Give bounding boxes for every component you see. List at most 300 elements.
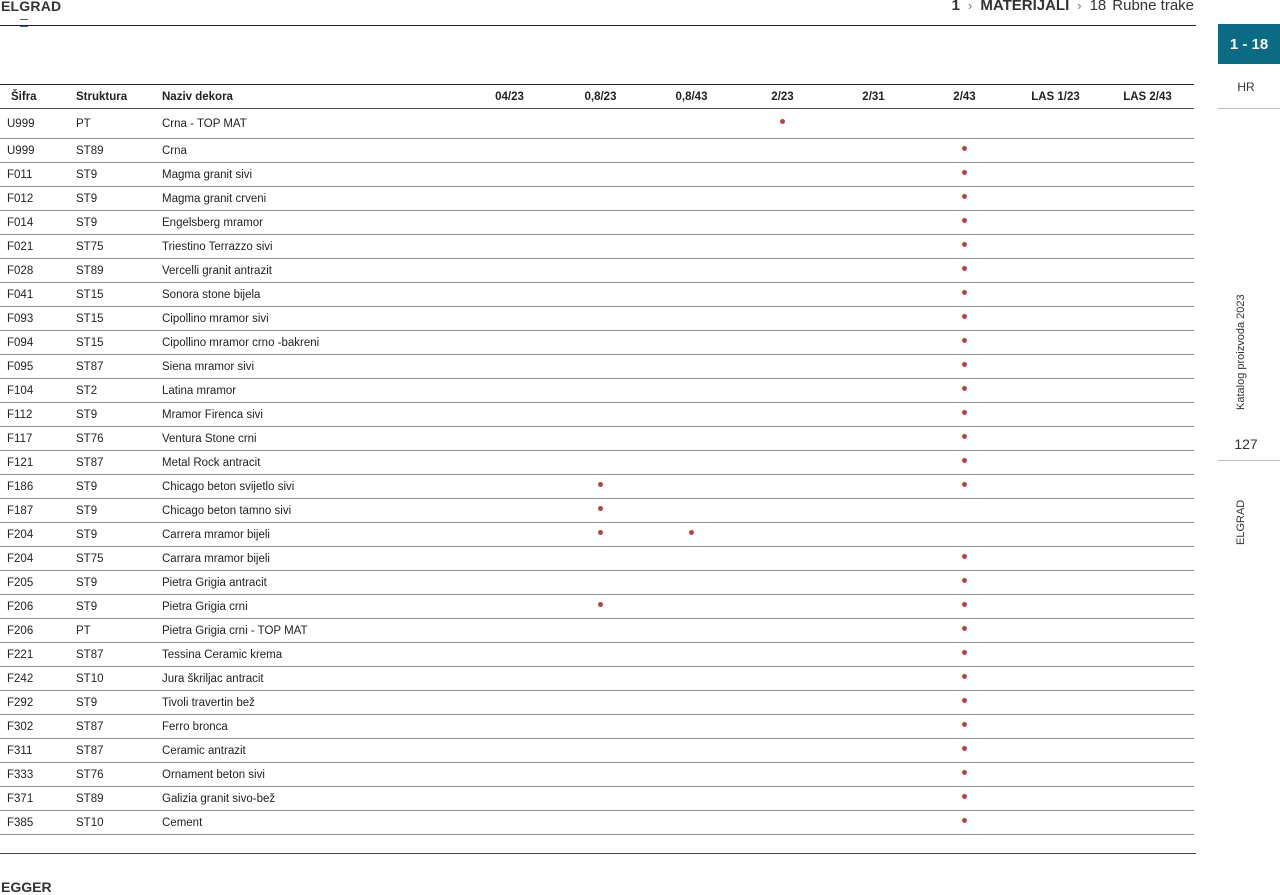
availability-cell (1010, 235, 1101, 259)
availability-cell (828, 379, 919, 403)
decor-code-cell: F117 (0, 427, 76, 451)
availability-cell (1101, 739, 1194, 763)
decor-name-cell: Chicago beton tamno sivi (162, 499, 464, 523)
availability-cell (828, 163, 919, 187)
availability-cell (919, 571, 1010, 595)
availability-cell (828, 691, 919, 715)
availability-cell (1101, 187, 1194, 211)
decor-name-cell: Magma granit sivi (162, 163, 464, 187)
structure-cell: ST10 (76, 811, 162, 835)
availability-cell (737, 739, 828, 763)
structure-cell: ST9 (76, 691, 162, 715)
availability-cell (555, 283, 646, 307)
decor-name-cell: Crna (162, 139, 464, 163)
availability-cell (555, 379, 646, 403)
availability-cell (1010, 739, 1101, 763)
availability-cell (646, 307, 737, 331)
availability-cell (919, 331, 1010, 355)
availability-dot-icon (962, 722, 967, 727)
availability-cell (828, 109, 919, 139)
page-number: 127 (1234, 436, 1258, 452)
chevron-right-icon: › (1077, 0, 1082, 13)
availability-cell (737, 547, 828, 571)
availability-cell (555, 451, 646, 475)
availability-cell (919, 403, 1010, 427)
availability-cell (828, 427, 919, 451)
availability-cell (464, 283, 555, 307)
availability-cell (646, 403, 737, 427)
availability-cell (555, 811, 646, 835)
structure-cell: ST15 (76, 283, 162, 307)
availability-cell (737, 595, 828, 619)
structure-cell: ST9 (76, 523, 162, 547)
decor-code-cell: F041 (0, 283, 76, 307)
availability-cell (919, 427, 1010, 451)
availability-cell (737, 523, 828, 547)
availability-cell (919, 763, 1010, 787)
availability-cell (919, 523, 1010, 547)
availability-cell (464, 811, 555, 835)
table-row (0, 139, 1194, 163)
table-row (0, 235, 1194, 259)
structure-cell: ST9 (76, 187, 162, 211)
availability-cell (464, 763, 555, 787)
language-label[interactable]: HR (1237, 80, 1255, 94)
table-row (0, 211, 1194, 235)
availability-cell (646, 499, 737, 523)
structure-cell: ST9 (76, 499, 162, 523)
availability-cell (919, 691, 1010, 715)
breadcrumb-section-number: 18 (1089, 0, 1107, 14)
availability-cell (1010, 109, 1101, 139)
availability-cell (1010, 307, 1101, 331)
availability-cell (1010, 619, 1101, 643)
availability-cell (919, 595, 1010, 619)
availability-dot-icon (962, 410, 967, 415)
availability-cell (737, 787, 828, 811)
table-row (0, 259, 1194, 283)
table-row (0, 547, 1194, 571)
decor-code-cell: F014 (0, 211, 76, 235)
availability-cell (464, 667, 555, 691)
availability-dot-icon (962, 170, 967, 175)
availability-cell (828, 643, 919, 667)
structure-cell: ST87 (76, 643, 162, 667)
availability-dot-icon (689, 530, 694, 535)
decor-code-cell: F204 (0, 547, 76, 571)
availability-cell (828, 667, 919, 691)
decor-code-cell: F242 (0, 667, 76, 691)
availability-cell (555, 595, 646, 619)
availability-cell (828, 547, 919, 571)
availability-cell (646, 571, 737, 595)
availability-cell (555, 163, 646, 187)
availability-dot-icon (962, 386, 967, 391)
availability-cell (737, 811, 828, 835)
availability-cell (555, 331, 646, 355)
availability-cell (646, 187, 737, 211)
decor-code-cell: F011 (0, 163, 76, 187)
availability-cell (1010, 763, 1101, 787)
table-row (0, 451, 1194, 475)
availability-dot-icon (962, 266, 967, 271)
availability-cell (1101, 691, 1194, 715)
availability-cell (919, 187, 1010, 211)
structure-cell: ST9 (76, 211, 162, 235)
availability-cell (646, 547, 737, 571)
availability-cell (555, 643, 646, 667)
availability-cell (828, 595, 919, 619)
decor-name-cell: Pietra Grigia crni (162, 595, 464, 619)
availability-cell (1010, 691, 1101, 715)
availability-cell (1010, 475, 1101, 499)
availability-cell (1101, 403, 1194, 427)
section-badge[interactable]: 1 - 18 (1218, 24, 1280, 64)
availability-cell (737, 109, 828, 139)
availability-cell (464, 139, 555, 163)
availability-cell (1101, 163, 1194, 187)
availability-cell (1101, 523, 1194, 547)
structure-cell: ST2 (76, 379, 162, 403)
availability-dot-icon (962, 770, 967, 775)
table-row (0, 163, 1194, 187)
availability-dot-icon (962, 554, 967, 559)
table-header-row (0, 85, 1194, 109)
decor-name-cell: Triestino Terrazzo sivi (162, 235, 464, 259)
availability-cell (646, 211, 737, 235)
availability-cell (828, 787, 919, 811)
availability-cell (1010, 499, 1101, 523)
availability-cell (1010, 379, 1101, 403)
availability-cell (646, 355, 737, 379)
table-row (0, 811, 1194, 835)
availability-cell (1010, 451, 1101, 475)
availability-cell (464, 787, 555, 811)
decor-code-cell: F012 (0, 187, 76, 211)
availability-cell (646, 451, 737, 475)
availability-dot-icon (598, 506, 603, 511)
availability-cell (555, 211, 646, 235)
availability-cell (1010, 427, 1101, 451)
availability-cell (555, 523, 646, 547)
availability-dot-icon (962, 626, 967, 631)
availability-cell (1010, 187, 1101, 211)
availability-cell (1010, 595, 1101, 619)
availability-cell (555, 691, 646, 715)
column-header: Naziv dekora (162, 85, 464, 109)
availability-dot-icon (962, 362, 967, 367)
availability-cell (919, 163, 1010, 187)
table-row (0, 667, 1194, 691)
decor-code-cell: F302 (0, 715, 76, 739)
availability-cell (1010, 211, 1101, 235)
availability-cell (737, 139, 828, 163)
availability-cell (646, 619, 737, 643)
decor-name-cell: Ceramic antrazit (162, 739, 464, 763)
decor-name-cell: Mramor Firenca sivi (162, 403, 464, 427)
availability-dot-icon (962, 650, 967, 655)
structure-cell: ST76 (76, 427, 162, 451)
brand-logo-top: ELGRAD (1, 0, 62, 14)
table-row (0, 499, 1194, 523)
availability-dot-icon (962, 578, 967, 583)
availability-cell (646, 139, 737, 163)
sidebar-divider (1218, 460, 1280, 461)
column-header: Struktura (76, 85, 162, 109)
availability-dot-icon (598, 482, 603, 487)
structure-cell: ST76 (76, 763, 162, 787)
breadcrumb (952, 0, 1194, 14)
availability-cell (464, 259, 555, 283)
availability-cell (737, 571, 828, 595)
availability-cell (919, 139, 1010, 163)
availability-cell (737, 475, 828, 499)
structure-cell: ST89 (76, 139, 162, 163)
column-header: 04/23 (464, 85, 555, 109)
availability-cell (464, 523, 555, 547)
decor-name-cell: Cement (162, 811, 464, 835)
availability-cell (464, 475, 555, 499)
column-header: 0,8/23 (555, 85, 646, 109)
decor-code-cell: F333 (0, 763, 76, 787)
structure-cell: ST87 (76, 739, 162, 763)
availability-cell (646, 235, 737, 259)
decor-name-cell: Latina mramor (162, 379, 464, 403)
availability-cell (919, 619, 1010, 643)
availability-cell (828, 451, 919, 475)
availability-dot-icon (962, 746, 967, 751)
structure-cell: ST75 (76, 547, 162, 571)
decor-code-cell: F206 (0, 619, 76, 643)
breadcrumb-chapter[interactable]: MATERIJALI (980, 0, 1070, 14)
availability-cell (828, 307, 919, 331)
availability-cell (1010, 811, 1101, 835)
table-row (0, 643, 1194, 667)
availability-cell (1010, 523, 1101, 547)
availability-cell (828, 331, 919, 355)
decor-code-cell: F221 (0, 643, 76, 667)
decor-code-cell: F311 (0, 739, 76, 763)
availability-dot-icon (962, 314, 967, 319)
decor-name-cell: Engelsberg mramor (162, 211, 464, 235)
availability-cell (464, 187, 555, 211)
availability-dot-icon (962, 674, 967, 679)
decor-name-cell: Ornament beton sivi (162, 763, 464, 787)
availability-cell (1101, 811, 1194, 835)
availability-cell (1101, 571, 1194, 595)
table-row (0, 787, 1194, 811)
availability-cell (464, 451, 555, 475)
availability-cell (464, 331, 555, 355)
breadcrumb-chapter-number[interactable]: 1 (951, 0, 961, 14)
availability-dot-icon (962, 242, 967, 247)
availability-cell (464, 211, 555, 235)
availability-cell (555, 763, 646, 787)
availability-cell (1010, 571, 1101, 595)
availability-cell (1101, 355, 1194, 379)
table-row (0, 403, 1194, 427)
availability-cell (555, 787, 646, 811)
decor-name-cell: Sonora stone bijela (162, 283, 464, 307)
availability-cell (555, 235, 646, 259)
availability-cell (919, 451, 1010, 475)
decor-name-cell: Tivoli travertin bež (162, 691, 464, 715)
availability-cell (464, 109, 555, 139)
availability-cell (1010, 547, 1101, 571)
availability-cell (828, 139, 919, 163)
availability-cell (828, 715, 919, 739)
availability-cell (464, 403, 555, 427)
decor-code-cell: F021 (0, 235, 76, 259)
availability-cell (555, 427, 646, 451)
table-row (0, 619, 1194, 643)
availability-cell (919, 109, 1010, 139)
availability-cell (1010, 403, 1101, 427)
availability-dot-icon (962, 698, 967, 703)
decor-name-cell: Carrera mramor bijeli (162, 523, 464, 547)
availability-cell (555, 187, 646, 211)
chevron-right-icon: › (968, 0, 973, 13)
availability-cell (555, 739, 646, 763)
availability-cell (646, 667, 737, 691)
availability-dot-icon (598, 530, 603, 535)
table-row (0, 523, 1194, 547)
column-header: LAS 2/43 (1101, 85, 1194, 109)
availability-dot-icon (962, 434, 967, 439)
availability-cell (464, 715, 555, 739)
structure-cell: ST9 (76, 595, 162, 619)
availability-cell (1101, 475, 1194, 499)
column-header: 2/23 (737, 85, 828, 109)
availability-cell (737, 499, 828, 523)
availability-cell (737, 427, 828, 451)
table-row (0, 109, 1194, 139)
availability-cell (737, 163, 828, 187)
availability-cell (555, 667, 646, 691)
availability-cell (828, 187, 919, 211)
column-header: 0,8/43 (646, 85, 737, 109)
availability-cell (1101, 451, 1194, 475)
structure-cell: ST89 (76, 259, 162, 283)
availability-cell (919, 355, 1010, 379)
availability-cell (1101, 763, 1194, 787)
availability-cell (919, 547, 1010, 571)
decor-code-cell: U999 (0, 139, 76, 163)
availability-cell (555, 619, 646, 643)
availability-cell (646, 715, 737, 739)
availability-cell (646, 523, 737, 547)
availability-dot-icon (962, 290, 967, 295)
availability-cell (919, 475, 1010, 499)
decor-code-cell: F112 (0, 403, 76, 427)
decor-code-cell: F094 (0, 331, 76, 355)
availability-cell (646, 427, 737, 451)
decor-name-cell: Magma granit crveni (162, 187, 464, 211)
availability-cell (919, 499, 1010, 523)
decor-name-cell: Vercelli granit antrazit (162, 259, 464, 283)
table-row (0, 427, 1194, 451)
availability-cell (737, 715, 828, 739)
availability-cell (919, 307, 1010, 331)
availability-dot-icon (962, 818, 967, 823)
availability-cell (737, 235, 828, 259)
availability-cell (1101, 667, 1194, 691)
availability-cell (1101, 307, 1194, 331)
table-row (0, 283, 1194, 307)
decor-name-cell: Cipollino mramor sivi (162, 307, 464, 331)
availability-cell (1101, 283, 1194, 307)
decor-code-cell: F095 (0, 355, 76, 379)
availability-cell (737, 187, 828, 211)
availability-cell (828, 403, 919, 427)
availability-cell (737, 667, 828, 691)
sidebar-divider (1218, 108, 1280, 109)
decor-name-cell: Pietra Grigia crni - TOP MAT (162, 619, 464, 643)
table-row (0, 475, 1194, 499)
availability-dot-icon (962, 218, 967, 223)
availability-cell (555, 475, 646, 499)
table-row (0, 355, 1194, 379)
column-header: 2/31 (828, 85, 919, 109)
availability-cell (737, 331, 828, 355)
availability-cell (464, 355, 555, 379)
availability-cell (555, 571, 646, 595)
availability-cell (646, 331, 737, 355)
structure-cell: ST75 (76, 235, 162, 259)
structure-cell: PT (76, 109, 162, 139)
decor-name-cell: Metal Rock antracit (162, 451, 464, 475)
availability-cell (1010, 643, 1101, 667)
availability-cell (646, 475, 737, 499)
availability-cell (828, 211, 919, 235)
availability-cell (1101, 331, 1194, 355)
availability-cell (1010, 355, 1101, 379)
availability-cell (1101, 715, 1194, 739)
structure-cell: ST9 (76, 163, 162, 187)
column-header: 2/43 (919, 85, 1010, 109)
availability-cell (828, 355, 919, 379)
table-row (0, 307, 1194, 331)
availability-cell (464, 163, 555, 187)
availability-cell (737, 691, 828, 715)
availability-cell (646, 109, 737, 139)
table-row (0, 379, 1194, 403)
decor-code-cell: F028 (0, 259, 76, 283)
decor-code-cell: F206 (0, 595, 76, 619)
decor-name-cell: Ferro bronca (162, 715, 464, 739)
availability-cell (555, 499, 646, 523)
decor-name-cell: Carrara mramor bijeli (162, 547, 464, 571)
availability-cell (646, 379, 737, 403)
availability-cell (919, 811, 1010, 835)
decor-name-cell: Chicago beton svijetlo sivi (162, 475, 464, 499)
availability-cell (1101, 547, 1194, 571)
availability-dot-icon (962, 482, 967, 487)
availability-cell (828, 523, 919, 547)
decor-code-cell: F204 (0, 523, 76, 547)
availability-cell (1101, 499, 1194, 523)
decor-code-cell: U999 (0, 109, 76, 139)
availability-cell (1010, 667, 1101, 691)
availability-cell (828, 475, 919, 499)
availability-cell (646, 595, 737, 619)
availability-cell (737, 307, 828, 331)
availability-cell (828, 499, 919, 523)
availability-cell (1010, 715, 1101, 739)
availability-cell (646, 259, 737, 283)
availability-cell (828, 259, 919, 283)
table-row (0, 595, 1194, 619)
